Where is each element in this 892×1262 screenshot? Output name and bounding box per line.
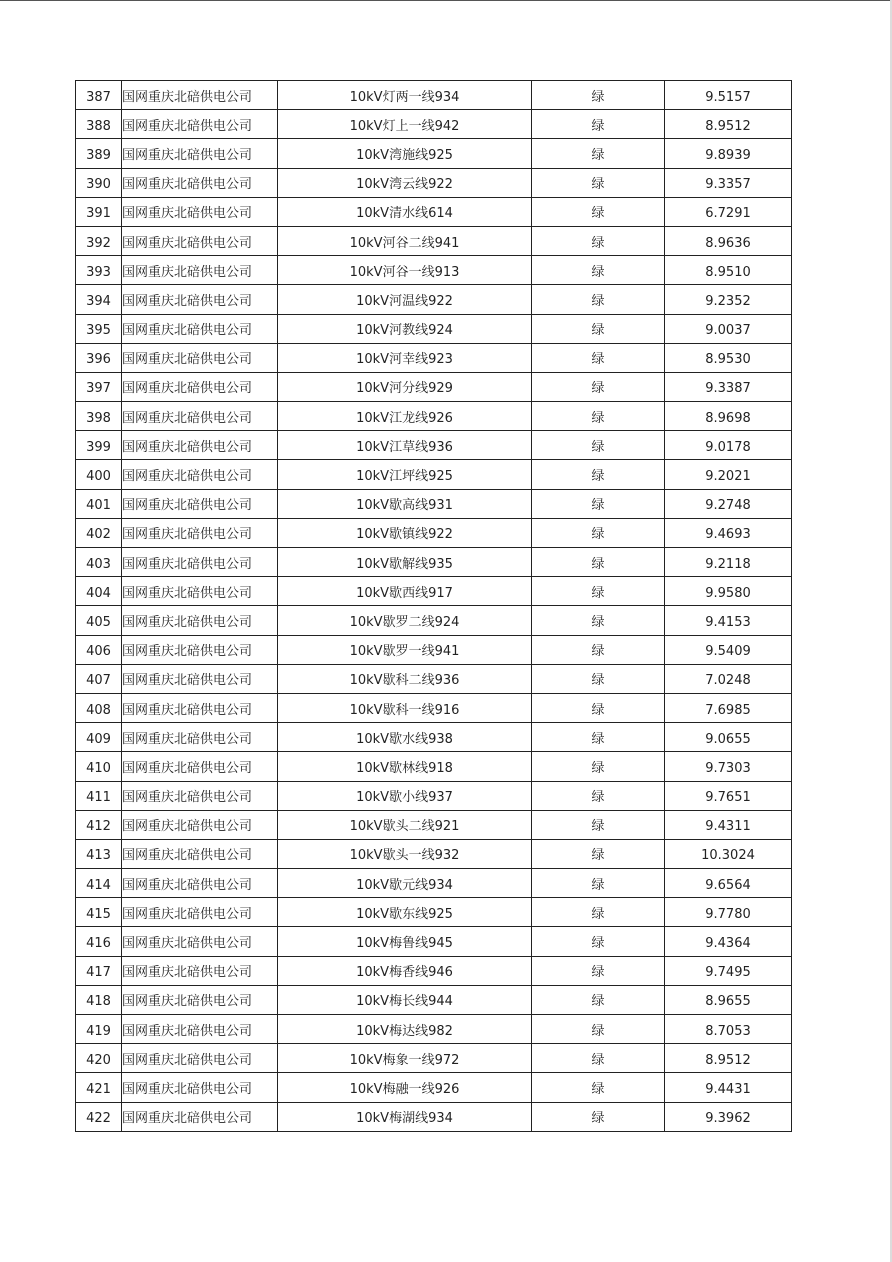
line-name-cell: 10kV歇西线917	[278, 577, 532, 606]
company-cell: 国网重庆北碚供电公司	[122, 985, 278, 1014]
status-cell: 绿	[532, 985, 665, 1014]
value-cell: 9.4364	[665, 927, 792, 956]
line-name-cell: 10kV江龙线926	[278, 402, 532, 431]
line-name-cell: 10kV河分线929	[278, 372, 532, 401]
row-number: 410	[76, 752, 122, 781]
table-row	[76, 927, 792, 956]
value-cell: 9.2118	[665, 548, 792, 577]
company-cell: 国网重庆北碚供电公司	[122, 489, 278, 518]
line-name-cell: 10kV清水线614	[278, 197, 532, 226]
value-cell: 7.6985	[665, 693, 792, 722]
line-name-cell: 10kV梅象一线972	[278, 1044, 532, 1073]
line-name-cell: 10kV歇镇线922	[278, 518, 532, 547]
company-cell: 国网重庆北碚供电公司	[122, 168, 278, 197]
row-number: 417	[76, 956, 122, 985]
table-row	[76, 1015, 792, 1044]
line-name-cell: 10kV歇头一线932	[278, 839, 532, 868]
company-cell: 国网重庆北碚供电公司	[122, 810, 278, 839]
company-cell: 国网重庆北碚供电公司	[122, 110, 278, 139]
row-number: 389	[76, 139, 122, 168]
value-cell: 9.8939	[665, 139, 792, 168]
company-cell: 国网重庆北碚供电公司	[122, 956, 278, 985]
company-cell: 国网重庆北碚供电公司	[122, 635, 278, 664]
table-row	[76, 139, 792, 168]
table-row	[76, 460, 792, 489]
table-row	[76, 577, 792, 606]
table-row	[76, 256, 792, 285]
row-number: 399	[76, 431, 122, 460]
company-cell: 国网重庆北碚供电公司	[122, 256, 278, 285]
value-cell: 8.9698	[665, 402, 792, 431]
row-number: 419	[76, 1015, 122, 1044]
value-cell: 6.7291	[665, 197, 792, 226]
line-name-cell: 10kV江坪线925	[278, 460, 532, 489]
status-cell: 绿	[532, 781, 665, 810]
status-cell: 绿	[532, 226, 665, 255]
status-cell: 绿	[532, 431, 665, 460]
line-name-cell: 10kV梅湖线934	[278, 1102, 532, 1131]
status-cell: 绿	[532, 168, 665, 197]
row-number: 408	[76, 693, 122, 722]
line-name-cell: 10kV歇罗一线941	[278, 635, 532, 664]
status-cell: 绿	[532, 869, 665, 898]
line-name-cell: 10kV歇科二线936	[278, 664, 532, 693]
status-cell: 绿	[532, 402, 665, 431]
table-row	[76, 839, 792, 868]
table-body	[76, 81, 792, 1132]
row-number: 394	[76, 285, 122, 314]
row-number: 393	[76, 256, 122, 285]
row-number: 400	[76, 460, 122, 489]
table-row	[76, 723, 792, 752]
company-cell: 国网重庆北碚供电公司	[122, 869, 278, 898]
status-cell: 绿	[532, 81, 665, 110]
value-cell: 9.5409	[665, 635, 792, 664]
line-name-cell: 10kV河幸线923	[278, 343, 532, 372]
value-cell: 9.3387	[665, 372, 792, 401]
company-cell: 国网重庆北碚供电公司	[122, 693, 278, 722]
status-cell: 绿	[532, 606, 665, 635]
value-cell: 9.7303	[665, 752, 792, 781]
table-row	[76, 635, 792, 664]
value-cell: 9.0037	[665, 314, 792, 343]
line-name-cell: 10kV河教线924	[278, 314, 532, 343]
status-cell: 绿	[532, 898, 665, 927]
line-name-cell: 10kV梅长线944	[278, 985, 532, 1014]
row-number: 402	[76, 518, 122, 547]
value-cell: 9.0655	[665, 723, 792, 752]
line-name-cell: 10kV梅达线982	[278, 1015, 532, 1044]
table-row	[76, 431, 792, 460]
table-row	[76, 343, 792, 372]
value-cell: 9.4311	[665, 810, 792, 839]
line-name-cell: 10kV河谷一线913	[278, 256, 532, 285]
company-cell: 国网重庆北碚供电公司	[122, 81, 278, 110]
table-row	[76, 226, 792, 255]
table-row	[76, 489, 792, 518]
row-number: 418	[76, 985, 122, 1014]
status-cell: 绿	[532, 139, 665, 168]
value-cell: 8.9512	[665, 1044, 792, 1073]
value-cell: 7.0248	[665, 664, 792, 693]
line-name-cell: 10kV河温线922	[278, 285, 532, 314]
table-row	[76, 693, 792, 722]
row-number: 401	[76, 489, 122, 518]
company-cell: 国网重庆北碚供电公司	[122, 372, 278, 401]
top-border-line	[0, 0, 892, 1]
company-cell: 国网重庆北碚供电公司	[122, 606, 278, 635]
table-row	[76, 898, 792, 927]
value-cell: 9.2748	[665, 489, 792, 518]
status-cell: 绿	[532, 1015, 665, 1044]
table-row	[76, 518, 792, 547]
status-cell: 绿	[532, 723, 665, 752]
line-name-cell: 10kV河谷二线941	[278, 226, 532, 255]
table-row	[76, 956, 792, 985]
status-cell: 绿	[532, 548, 665, 577]
table-row	[76, 314, 792, 343]
row-number: 405	[76, 606, 122, 635]
value-cell: 9.7651	[665, 781, 792, 810]
value-cell: 8.9510	[665, 256, 792, 285]
line-name-cell: 10kV歇林线918	[278, 752, 532, 781]
row-number: 406	[76, 635, 122, 664]
company-cell: 国网重庆北碚供电公司	[122, 1015, 278, 1044]
row-number: 414	[76, 869, 122, 898]
row-number: 409	[76, 723, 122, 752]
company-cell: 国网重庆北碚供电公司	[122, 781, 278, 810]
table-row	[76, 1073, 792, 1102]
table-row	[76, 110, 792, 139]
line-name-cell: 10kV歇头二线921	[278, 810, 532, 839]
company-cell: 国网重庆北碚供电公司	[122, 1073, 278, 1102]
company-cell: 国网重庆北碚供电公司	[122, 518, 278, 547]
company-cell: 国网重庆北碚供电公司	[122, 226, 278, 255]
company-cell: 国网重庆北碚供电公司	[122, 139, 278, 168]
line-name-cell: 10kV歇水线938	[278, 723, 532, 752]
company-cell: 国网重庆北碚供电公司	[122, 285, 278, 314]
status-cell: 绿	[532, 956, 665, 985]
value-cell: 9.0178	[665, 431, 792, 460]
value-cell: 9.4431	[665, 1073, 792, 1102]
company-cell: 国网重庆北碚供电公司	[122, 548, 278, 577]
row-number: 391	[76, 197, 122, 226]
company-cell: 国网重庆北碚供电公司	[122, 314, 278, 343]
data-table	[75, 80, 792, 1132]
value-cell: 9.9580	[665, 577, 792, 606]
row-number: 397	[76, 372, 122, 401]
status-cell: 绿	[532, 460, 665, 489]
value-cell: 8.9655	[665, 985, 792, 1014]
line-name-cell: 10kV梅鲁线945	[278, 927, 532, 956]
line-name-cell: 10kV歇元线934	[278, 869, 532, 898]
line-name-cell: 10kV江草线936	[278, 431, 532, 460]
value-cell: 8.9530	[665, 343, 792, 372]
status-cell: 绿	[532, 372, 665, 401]
value-cell: 9.2021	[665, 460, 792, 489]
line-name-cell: 10kV歇东线925	[278, 898, 532, 927]
table-row	[76, 664, 792, 693]
line-name-cell: 10kV歇罗二线924	[278, 606, 532, 635]
company-cell: 国网重庆北碚供电公司	[122, 460, 278, 489]
table-row	[76, 285, 792, 314]
line-name-cell: 10kV灯上一线942	[278, 110, 532, 139]
status-cell: 绿	[532, 518, 665, 547]
status-cell: 绿	[532, 110, 665, 139]
value-cell: 10.3024	[665, 839, 792, 868]
value-cell: 9.5157	[665, 81, 792, 110]
value-cell: 8.9512	[665, 110, 792, 139]
row-number: 421	[76, 1073, 122, 1102]
status-cell: 绿	[532, 285, 665, 314]
row-number: 407	[76, 664, 122, 693]
row-number: 387	[76, 81, 122, 110]
table-row	[76, 606, 792, 635]
table-row	[76, 402, 792, 431]
row-number: 392	[76, 226, 122, 255]
value-cell: 9.3962	[665, 1102, 792, 1131]
status-cell: 绿	[532, 577, 665, 606]
line-name-cell: 10kV湾云线922	[278, 168, 532, 197]
company-cell: 国网重庆北碚供电公司	[122, 402, 278, 431]
value-cell: 9.2352	[665, 285, 792, 314]
row-number: 412	[76, 810, 122, 839]
company-cell: 国网重庆北碚供电公司	[122, 343, 278, 372]
row-number: 398	[76, 402, 122, 431]
company-cell: 国网重庆北碚供电公司	[122, 927, 278, 956]
row-number: 411	[76, 781, 122, 810]
row-number: 415	[76, 898, 122, 927]
line-name-cell: 10kV梅香线946	[278, 956, 532, 985]
table-row	[76, 752, 792, 781]
table-row	[76, 985, 792, 1014]
table-row	[76, 372, 792, 401]
row-number: 413	[76, 839, 122, 868]
company-cell: 国网重庆北碚供电公司	[122, 898, 278, 927]
row-number: 403	[76, 548, 122, 577]
status-cell: 绿	[532, 314, 665, 343]
value-cell: 8.7053	[665, 1015, 792, 1044]
line-name-cell: 10kV灯两一线934	[278, 81, 532, 110]
table-row	[76, 1044, 792, 1073]
line-name-cell: 10kV歇科一线916	[278, 693, 532, 722]
value-cell: 9.4153	[665, 606, 792, 635]
table-row	[76, 168, 792, 197]
value-cell: 9.7780	[665, 898, 792, 927]
table-row	[76, 1102, 792, 1131]
value-cell: 9.7495	[665, 956, 792, 985]
line-name-cell: 10kV湾施线925	[278, 139, 532, 168]
row-number: 422	[76, 1102, 122, 1131]
status-cell: 绿	[532, 810, 665, 839]
company-cell: 国网重庆北碚供电公司	[122, 752, 278, 781]
value-cell: 9.6564	[665, 869, 792, 898]
company-cell: 国网重庆北碚供电公司	[122, 723, 278, 752]
status-cell: 绿	[532, 635, 665, 664]
company-cell: 国网重庆北碚供电公司	[122, 1102, 278, 1131]
table-row	[76, 810, 792, 839]
row-number: 416	[76, 927, 122, 956]
row-number: 420	[76, 1044, 122, 1073]
table-row	[76, 548, 792, 577]
status-cell: 绿	[532, 839, 665, 868]
status-cell: 绿	[532, 1044, 665, 1073]
value-cell: 9.3357	[665, 168, 792, 197]
company-cell: 国网重庆北碚供电公司	[122, 664, 278, 693]
status-cell: 绿	[532, 197, 665, 226]
table-row	[76, 869, 792, 898]
line-name-cell: 10kV歇高线931	[278, 489, 532, 518]
row-number: 396	[76, 343, 122, 372]
status-cell: 绿	[532, 664, 665, 693]
row-number: 388	[76, 110, 122, 139]
line-name-cell: 10kV歇解线935	[278, 548, 532, 577]
company-cell: 国网重庆北碚供电公司	[122, 839, 278, 868]
status-cell: 绿	[532, 343, 665, 372]
status-cell: 绿	[532, 1073, 665, 1102]
status-cell: 绿	[532, 489, 665, 518]
status-cell: 绿	[532, 752, 665, 781]
row-number: 404	[76, 577, 122, 606]
row-number: 395	[76, 314, 122, 343]
company-cell: 国网重庆北碚供电公司	[122, 1044, 278, 1073]
value-cell: 8.9636	[665, 226, 792, 255]
status-cell: 绿	[532, 693, 665, 722]
row-number: 390	[76, 168, 122, 197]
line-name-cell: 10kV梅融一线926	[278, 1073, 532, 1102]
value-cell: 9.4693	[665, 518, 792, 547]
table-row	[76, 781, 792, 810]
table-row	[76, 197, 792, 226]
table-row	[76, 81, 792, 110]
line-name-cell: 10kV歇小线937	[278, 781, 532, 810]
status-cell: 绿	[532, 256, 665, 285]
status-cell: 绿	[532, 1102, 665, 1131]
company-cell: 国网重庆北碚供电公司	[122, 197, 278, 226]
company-cell: 国网重庆北碚供电公司	[122, 431, 278, 460]
company-cell: 国网重庆北碚供电公司	[122, 577, 278, 606]
status-cell: 绿	[532, 927, 665, 956]
